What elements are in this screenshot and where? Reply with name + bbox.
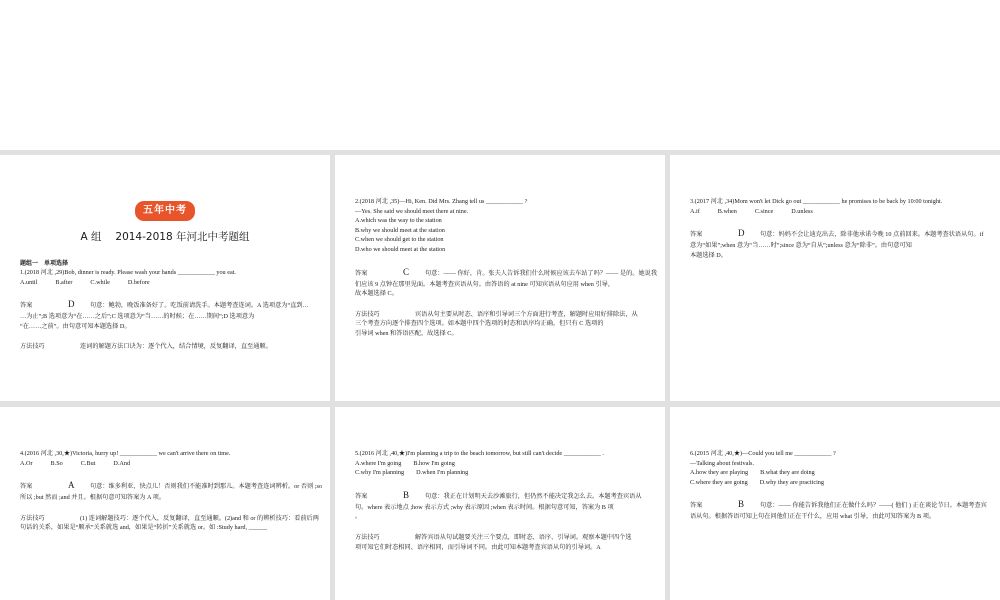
explanation-line: 句意：—— 你能告诉我他们正在做什么吗？——( 他们 ) 正在谈论节日。本题考查宾 [760,502,987,510]
explanation-line: 句意：维多利亚，快点儿！否则我们不能准时到那儿。本题考查连词辨析。or 否则 ;so [90,483,323,491]
option-d: D.when I'm planning [416,469,469,477]
answer-row [690,498,987,512]
tip-row [355,533,645,543]
explanation-line: 意为“如果”;when 意为“当……时”;since 意为“自从”;unless 意为“除非”。由句意可知 [690,242,912,250]
options-row [355,459,645,469]
question-stem: 6.(2015 河北 ,40,★)—Could you tell me ____________ ? [690,450,836,457]
options-row [690,478,980,488]
option-c: C.why I'm planning [355,469,405,477]
option-d: D.who we should meet at the station [355,246,446,254]
explanation-line: 语从句。根据答语可知上句在问他们正在干什么，应用 what 引导，由此可知答案为 B 项。 [690,513,936,521]
options-row [20,459,310,469]
answer-label: 答案 [20,302,33,310]
answer-row [355,489,645,503]
option-c: C.But [80,459,96,467]
tip-row [20,342,310,352]
option-a: A.Or [20,459,33,467]
options-row [355,468,645,478]
explanation-line: 本题选择 D。 [690,251,727,259]
tip-text: 三个考查方向逐个排查四个选项。如本题中四个选项的时态和语序均正确，但只有 C 选项的 [355,320,604,328]
tip-text: 解答宾语从句试题要关注三个要点，即时态、语序、引导词。观察本题中四个选 [415,533,632,541]
blank-top-area [0,0,1000,150]
explanation-line: 句意：—— 你好，肯。张夫人告诉我们什么时候应该去车站了吗？—— 是的。她说我 [425,269,658,277]
option-c: C.when we should get to the station [355,236,444,244]
tip-label: 方法技巧 [355,310,380,318]
options-row [690,468,980,478]
option-d: D.before [127,278,150,286]
explanation-line: …为止”;B 选项意为“在……之后”;C 选项意为“当……的时候；在……期间”;D 选项意为 [20,313,255,321]
option-a: A.which was the way to the station [355,217,442,225]
answer-label: 答案 [690,231,703,239]
question-reply: —Talking about festivals. [690,459,755,467]
tip-label: 方法技巧 [355,533,380,541]
tip-text: 项可知它们时态相同、语序相同，而引导词不同。由此可知本题考查宾语从句的引导词。A [355,543,601,551]
tip-text: 宾语从句主要从时态、语序和引导词三个方面进行考查，解题时应用好排除法，从 [415,310,638,318]
answer-label: 答案 [20,483,33,491]
question-stem: 5.(2016 河北 ,40,★)I'm planning a trip to the beach tomorrow, but still can't decide ____________ . [355,450,604,457]
tip-text: 句话的关系，如果是“顺承”关系就选 and，如果是“转折”关系就选 or。如 :Study hard, ______ [20,524,268,532]
answer-label: 答案 [355,492,368,500]
answer-letter: D [738,228,745,239]
option-b: B.how I'm going [413,459,455,467]
tip-label: 方法技巧 [20,343,45,351]
tip-text: 引导词 when 和答语匹配，故选择 C。 [355,330,458,338]
question-stem: 1.(2018 河北 ,29)Bob, dinner is ready. Please wash your hands ____________ you eat. [20,269,236,277]
explanation-line: 。 [355,513,362,521]
option-c: C.since [754,207,774,215]
explanation-line: 故本题选择 C。 [355,290,398,298]
option-a: A.where I'm going [355,459,402,467]
option-a: A.if [690,207,700,215]
group-title: A 组 2014-2018 年河北中考题组 [80,230,250,243]
option-b: B.why we should meet at the station [355,226,445,234]
page-thumbnail-1[interactable] [0,155,330,401]
explanation-line: “在……之前”。由句意可知本题选择 D。 [20,322,131,330]
question-reply: —Yes. She said we should meet there at nine. [355,207,469,215]
options-row [690,207,980,217]
explanation-line: 句意：妈妈不会让迪克出去，除非他承诺今晚 10 点前回来。本题考查状语从句。if [760,231,984,239]
answer-label: 答案 [690,502,703,510]
tip-label: 方法技巧 [20,514,45,522]
option-d: D.And [113,459,131,467]
answer-row [20,298,310,312]
tip-row [20,514,319,524]
section-heading: 题组一 单项选择 [20,259,69,267]
option-a: A.how they are playing [690,469,749,477]
answer-letter: C [403,266,410,277]
answer-letter: D [68,299,75,310]
question-stem: 3.(2017 河北 ,34)Mom won't let Dick go out ____________ he promises to be back by 10:00 tonight. [690,198,943,205]
answer-row [690,227,984,241]
option-c: C.where they are going [690,478,748,486]
explanation-line: 句意：我正在计划明天去沙滩旅行，但仍然不能决定我怎么去。本题考查宾语从 [425,492,642,500]
explanation-line: 句。where 表示地点 ;how 表示方式 ;why 表示原因 ;when 表示时间。根据句意可知，答案为 B 项 [355,503,614,511]
answer-letter: A [68,480,75,491]
explanation-line: 句意：鲍勃，晚饭准备好了。吃饭前请洗手。本题考查连词。A 选项意为“直到… [90,302,309,310]
explanation-line: 所以 ;but 然而 ;and 并且。根据句意可知答案为 A 项。 [20,494,166,502]
option-b: B.after [55,278,73,286]
option-b: B.what they are doing [760,469,815,477]
answer-row [355,266,658,280]
answer-letter: B [403,489,410,500]
page-thumbnail-2[interactable] [335,155,665,401]
page-thumbnail-3[interactable] [670,155,1000,401]
answer-letter: B [738,499,745,510]
question-stem: 4.(2016 河北 ,30,★)Victoria, hurry up! ____________ we can't arrive there on time. [20,450,231,457]
answer-row [20,479,323,493]
option-d: D.unless [791,207,813,215]
option-c: C.while [90,278,110,286]
option-a: A.until [20,278,38,286]
option-b: B.So [50,459,63,467]
option-d: D.why they are practicing [759,478,824,486]
page-thumbnail-5[interactable] [335,407,665,600]
option-b: B.when [717,207,737,215]
tip-text: (1) 连词解题技巧：逐个代入，反复翻译，直至通顺。(2)and 和 or 的辨析技巧：看前后两 [80,514,319,522]
question-stem: 2.(2018 河北 ,35)—Hi, Ken. Did Mrs. Zhang tell us ____________ ? [355,198,528,205]
section-badge: 五年中考 [135,201,195,221]
page-thumbnail-6[interactable] [670,407,1000,600]
tip-text: 连词的解题方法口诀为：逐个代入，结合情境，反复翻译，直至通顺。 [80,343,272,351]
answer-label: 答案 [355,269,368,277]
options-row [20,278,310,288]
page-thumbnail-4[interactable] [0,407,330,600]
explanation-line: 们应该 9 点钟在那里见面。本题考查宾语从句。由答语的 at nine 可知宾语从句应用 when 引导， [355,280,615,288]
tip-row [355,310,645,320]
